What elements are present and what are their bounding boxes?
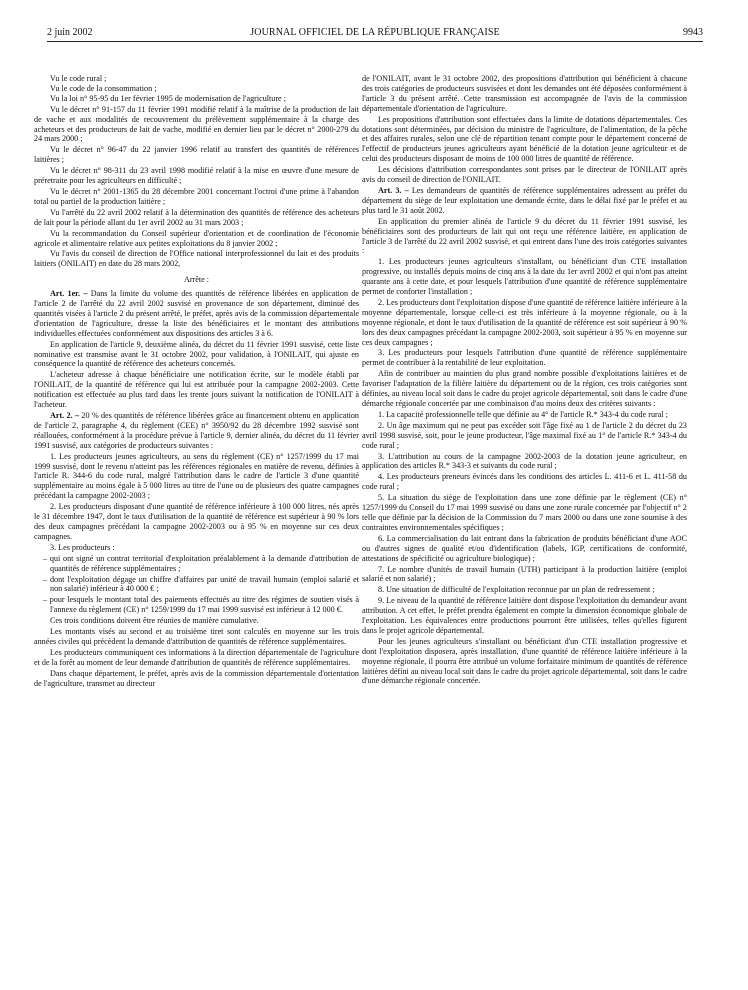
paragraph: 1. Les producteurs jeunes agriculteurs s'installant, ou bénéficiant d'un CTE installation progressive, ou installés depuis moins de cinq ans à la date du 1er avril 2002 et qui n'ont pas atteint quarante ans à cette date, et pour lesquels l'attribution d'une quantité de référence supplémentaire permet de conforter l'installation ; xyxy=(362,257,687,297)
paragraph: 2. Les producteurs disposant d'une quantité de référence inférieure à 100 000 litres, nés après le 31 décembre 1947, dont le taux d'utilisation de la quantité de référence est supérieur à 90 % lors des deux campagnes précédant la campagne 2002-2003 ou à 95 % en moyenne sur ces deux campagnes. xyxy=(34,502,359,541)
dash-item: – pour lesquels le montant total des paiements effectués au titre des régimes de soutien visés à l'annexe du règlement (CE) n° 1259/1999 du 17 mai 1999 susvisé est inférieur à 12 000 €. xyxy=(43,595,359,615)
left-column xyxy=(34,74,359,689)
paragraph: Les décisions d'attribution correspondantes sont prises par le directeur de l'ONILAIT après avis du conseil de direction de l'ONILAIT. xyxy=(362,165,687,185)
article-1: Art. 1er. – Dans la limite du volume des quantités de référence libérées en application de l'article 2 de l'arrêté du 22 avril 2002 susvisé en provenance de son département, diminué des quantités visées à l'article 2 du présent arrêté, le préfet, après avis de la commission départementale d'orientation de l'agriculture, dresse la liste des bénéficiaires et le montant des attributions individuelles effectuées conformément aux dispositions des articles 3 à 6. xyxy=(34,289,359,338)
header-page-number: 9943 xyxy=(683,27,703,38)
paragraph: Les producteurs communiquent ces informations à la direction départementale de l'agriculture et de la forêt au moment de leur demande d'attribution de quantités de référence supplémentaires. xyxy=(34,647,359,667)
paragraph: Dans chaque département, le préfet, après avis de la commission départementale d'orientation de l'agriculture, transmet au directeur xyxy=(34,668,359,688)
paragraph: 7. Le nombre d'unités de travail humain (UTH) participant à la production laitière (emploi salarié et non salarié) ; xyxy=(362,564,687,584)
dash-item: – dont l'exploitation dégage un chiffre d'affaires par unité de travail humain (emploi salarié et non salarié) inférieur à 40 000 € ; xyxy=(43,574,359,594)
paragraph: 3. Les producteurs pour lesquels l'attribution d'une quantité de référence supplémentaire permet de contribuer à la rentabilité de leur exploitation. xyxy=(362,348,687,368)
paragraph: Vu le code de la consommation ; xyxy=(50,83,157,93)
paragraph: En application de l'article 9, deuxième alinéa, du décret du 11 février 1991 susvisé, cette liste nominative est transmise avant le 31 octobre 2002, pour validation, à l'ONILAIT, qui ajuste en conséquence la quantité de référence des acheteurs concernés. xyxy=(34,339,359,369)
paragraph: Les montants visés au second et au troisième tiret sont calculés en moyenne sur les trois années civiles qui précèdent la demande d'attribution de quantités de référence supplémentaires. xyxy=(34,627,359,646)
arrete-heading: Arrête : xyxy=(183,275,210,285)
paragraph: Vu le décret n° 2001-1365 du 28 décembre 2001 concernant l'octroi d'une prime à l'abandon total ou partiel de la production laitière ; xyxy=(34,186,359,206)
paragraph: En application du premier alinéa de l'article 9 du décret du 11 février 1991 susvisé, les bénéficiaires sont des producteurs de lait qui ont reçu une référence laitière, en application de l'article 3 de l'arrêté du 22 avril 2002 susvisé, et qui entrent dans l'une des trois catégories suivantes : xyxy=(362,216,687,256)
paragraph: 3. Les producteurs : xyxy=(50,542,115,552)
paragraph: 8. Une situation de difficulté de l'exploitation reconnue par un plan de redressement ; xyxy=(378,585,655,595)
paragraph: 6. La commercialisation du lait entrant dans la fabrication de produits bénéficiant d'une AOC ou d'autres signes de qualité et/ou d'identification (labels, IGP, certifications de conformité, attestations de spécificité ou agriculture biologique) ; xyxy=(362,533,687,563)
paragraph: Vu le décret n° 91-157 du 11 février 1991 modifié relatif à la maîtrise de la production de lait de vache et aux modalités de recouvrement du prélèvement supplémentaire à la charge des acheteurs et des producteurs de lait de vache, modifié en dernier lieu par le décret n° 2000-279 du 24 mars 2000 ; xyxy=(34,104,359,144)
paragraph: Les propositions d'attribution sont effectuées dans la limite de dotations départementales. Ces dotations sont déterminées, par décision du ministre de l'agriculture, de l'alimentation, de la pêche et des affaires rurales, selon une clé de répartition tenant compte pour le département concerné de l'effectif de producteurs jeunes agriculteurs ayant bénéficié de la dotation jeune agriculteur et de celui des producteurs disposant de moins de 100 000 litres de quantité de référence. xyxy=(362,114,687,164)
paragraph: Pour les jeunes agriculteurs s'installant ou bénéficiant d'un CTE installation progressive et dont l'exploitation disposera, après installation, d'une quantité de référence laitière inférieure à la moyenne régionale, il pourra être attribué un volume forfaitaire minimum de quantités de référence laitières défini au niveau local soit dans le cadre du projet agricole départemental, soit dans le cadre d'une démarche régionale concertée. xyxy=(362,636,687,686)
paragraph: Afin de contribuer au maintien du plus grand nombre possible d'exploitations laitières et de favoriser l'adaptation de la filière laitière du département ou de la région, ces trois catégories sont définies, au niveau local soit dans le cadre du projet agricole départemental, soit dans le cadre d'une démarche régionale concertée par une combinaison d'au moins deux des critères suivants : xyxy=(362,369,687,408)
paragraph: 3. L'attribution au cours de la campagne 2002-2003 de la dotation jeune agriculteur, en application des articles R.* 343-3 et suivants du code rural ; xyxy=(362,451,687,471)
paragraph: Vu le décret n° 96-47 du 22 janvier 1996 relatif au transfert des quantités de références laitières ; xyxy=(34,145,359,165)
paragraph: 9. Le niveau de la quantité de référence laitière dont dispose l'exploitation du demandeur avant attribution. A cet effet, le préfet prendra également en compte la dimension économique globale de l'exploitation. Les équivalences entre productions pourront être utilisées, telles qu'elles figurent dans le projet agricole départemental. xyxy=(362,596,687,635)
paragraph: 1. La capacité professionnelle telle que définie au 4° de l'article R.* 343-4 du code rural ; xyxy=(378,409,668,419)
page-header xyxy=(47,26,703,40)
paragraph: Vu le décret n° 98-311 du 23 avril 1998 modifié relatif à la mise en œuvre d'une mesure de préretraite pour les agriculteurs en difficulté ; xyxy=(34,166,359,186)
paragraph: Ces trois conditions doivent être réunies de manière cumulative. xyxy=(50,616,259,626)
paragraph: 1. Les producteurs jeunes agriculteurs, au sens du règlement (CE) n° 1257/1999 du 17 mai 1999 susvisé, dont le revenu n'atteint pas les références régionales en matière de revenu, définies à l'article R. 344-6 du code rural, malgré l'attribution dans le cadre de l'article 3 d'une quantité supplémentaire au moins égale à 5 000 litres au titre de l'une ou de plusieurs des quatre campagnes précédant la campagne 2002-2003 ; xyxy=(34,451,359,501)
paragraph: 5. La situation du siège de l'exploitation dans une zone définie par le règlement (CE) n° 1257/1999 du Conseil du 17 mai 1999 susvisé ou dans une zone rurale concernée par l'objectif n° 2 telle que définie par la décision de la Commission du 7 mars 2000 ou dans une zone soumise à des contraintes environnementales spécifiques ; xyxy=(362,493,687,532)
header-rule xyxy=(47,41,703,42)
paragraph: 4. Les producteurs preneurs évincés dans les conditions des articles L. 411-6 et L. 411-58 du code rural ; xyxy=(362,472,687,492)
right-column xyxy=(362,74,687,687)
header-date: 2 juin 2002 xyxy=(47,27,93,38)
paragraph: Vu l'avis du conseil de direction de l'Office national interprofessionnel du lait et des produits laitiers (ONILAIT) en date du 28 mars 2002, xyxy=(34,249,359,269)
paragraph: L'acheteur adresse à chaque bénéficiaire une notification écrite, sur le modèle établi par l'ONILAIT, de la quantité de référence qui lui est attribuée pour la campagne 2002-2003. Cette notification est effectuée au plus tard dans les trente jours suivant la notification de l'ONILAIT à l'acheteur. xyxy=(34,370,359,410)
paragraph: 2. Les producteurs dont l'exploitation dispose d'une quantité de référence laitière inférieure à la moyenne départementale, lorsque celle-ci est très inférieure à la moyenne régionale, ou à la moyenne régionale, et dont le taux d'utilisation de la quantité de référence est soit supérieur à 90 % lors des deux campagnes précédant la campagne 2002-2003, soit supérieur à 95 % en moyenne sur ces deux campagnes ; xyxy=(362,297,687,347)
paragraph: de l'ONILAIT, avant le 31 octobre 2002, des propositions d'attribution qui bénéficient à chacune des trois catégories de producteurs susvisées et dont les demandes ont été déposées conformément à l'article 3 du présent arrêté. Cette transmission est accompagnée de l'avis de la commission départementale d'orientation de l'agriculture. xyxy=(362,74,687,113)
paragraph: Vu l'arrêté du 22 avril 2002 relatif à la détermination des quantités de référence des acheteurs de lait pour la période allant du 1er avril 2002 au 31 mars 2003 ; xyxy=(34,207,359,227)
paragraph: Vu la loi n° 95-95 du 1er février 1995 de modernisation de l'agriculture ; xyxy=(50,93,286,103)
paragraph: Vu le code rural ; xyxy=(50,74,107,83)
article-3: Art. 3. – Les demandeurs de quantités de référence supplémentaires adressent au préfet du département du siège de leur exploitation une demande écrite, dans le délai fixé par le préfet et au plus tard le 31 août 2002. xyxy=(362,185,688,215)
header-title: JOURNAL OFFICIEL DE LA RÉPUBLIQUE FRANÇAISE xyxy=(250,27,500,38)
article-2: Art. 2. – 20 % des quantités de référence libérées grâce au financement obtenu en application de l'article 2, paragraphe 4, du règlement (CEE) n° 3950/92 du 28 décembre 1992 susvisé sont réallouées, conformément à la procédure prévue à l'article 9, dernier alinéa, du décret du 11 février 1991 susvisé, aux catégories de producteurs suivantes : xyxy=(34,411,359,450)
paragraph: Vu la recommandation du Conseil supérieur d'orientation et de coordination de l'économie agricole et alimentaire relative aux petites exploitations du 8 janvier 2002 ; xyxy=(34,228,359,248)
paragraph: 2. Un âge maximum qui ne peut pas excéder soit l'âge fixé au 1 de l'article 2 du décret du 23 avril 1998 susvisé, soit, pour le jeune producteur, l'âge maximal fixé au 1° de l'article R.* 343-4 du code rural ; xyxy=(362,420,687,450)
dash-item: – qui ont signé un contrat territorial d'exploitation préalablement à la demande d'attribution de quantités de référence supplémentaires ; xyxy=(43,553,359,573)
